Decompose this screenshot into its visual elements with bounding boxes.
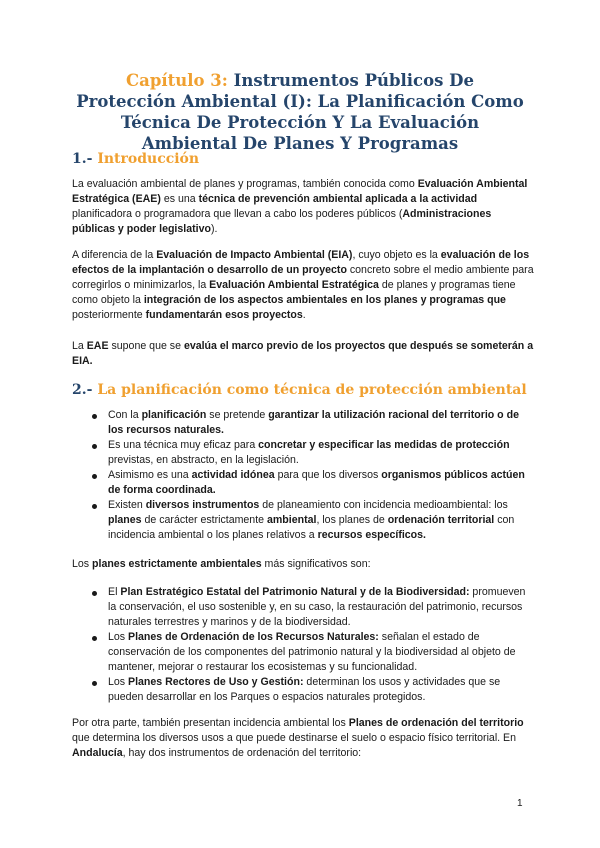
text-run: con incidencia ambiental o los planes relativos a — [108, 514, 515, 541]
bold-text-run: Planes Rectores de Uso y Gestión: — [128, 676, 304, 688]
section-2-number: 2.- — [72, 382, 93, 398]
list-item — [108, 408, 532, 438]
text-run: La — [72, 340, 87, 352]
text-run: se pretende — [206, 409, 269, 421]
bold-text-run: organismos públicos actúen de forma coordinada. — [108, 469, 525, 496]
text-run: promueven la conservación, el uso sostenible y, en su caso, la restauración del patrimonio, recursos naturales terrestres y marinos y de la biodiversidad. — [108, 586, 526, 628]
bold-text-run: Andalucía — [72, 747, 123, 759]
section-1-heading — [72, 150, 199, 168]
bold-text-run: técnica de prevención ambiental aplicada a la actividad — [198, 193, 478, 205]
bullet-dot-icon — [92, 636, 97, 641]
text-run: es una — [160, 193, 199, 205]
bold-text-run: Evaluación Ambiental Estratégica (EAE) — [72, 178, 528, 205]
text-run: supone que se — [108, 340, 184, 352]
text-run: , los planes de — [316, 514, 388, 526]
text-run: , cuyo objeto es la — [352, 249, 441, 261]
bold-text-run: Evaluación de Impacto Ambiental (EIA) — [156, 249, 353, 261]
chapter-title-text: Instrumentos Públicos De Protección Ambiental (I): La Planificación Como Técnica De Protección Y La Evaluación Ambiental De Planes Y Programas — [76, 71, 524, 153]
bold-text-run: actividad idónea — [191, 469, 275, 481]
text-run: para que los diversos — [274, 469, 382, 481]
bold-text-run: ordenación territorial — [387, 514, 495, 526]
text-run: Existen — [108, 499, 146, 511]
text-run: A diferencia de la — [72, 249, 157, 261]
chapter-label: Capítulo 3: — [126, 71, 228, 90]
text-run: . — [302, 309, 306, 321]
text-run: que determina los diversos usos a que puede destinarse el suelo o espacio físico territorial. En — [72, 732, 517, 744]
list-item — [108, 498, 532, 543]
bullet-dot-icon — [92, 474, 97, 479]
text-run: de planeamiento con incidencia medioambiental: los — [259, 499, 508, 511]
list-item — [108, 438, 532, 468]
text-run: Los — [72, 558, 93, 570]
bold-text-run: evaluación de los efectos de la implantación o desarrollo de un proyecto — [72, 249, 530, 276]
text-run: ). — [210, 223, 218, 235]
text-run: planificadora o programadora que llevan a cabo los poderes públicos ( — [72, 208, 403, 220]
territorial-planning-paragraph — [72, 716, 534, 761]
bold-text-run: planes — [108, 514, 142, 526]
section-2-heading — [72, 381, 527, 399]
bullet-dot-icon — [92, 681, 97, 686]
section-2-title: La planificación como técnica de protección ambiental — [97, 382, 527, 398]
bullet-dot-icon — [92, 504, 97, 509]
bold-text-run: fundamentarán esos proyectos — [145, 309, 303, 321]
bold-text-run: concretar y especificar las medidas de protección — [258, 439, 510, 451]
text-run: señalan el estado de conservación de los componentes del patrimonio natural y la biodiversidad al objeto de mantener, mejorar o restaurar los ecosistemas y su funcionalidad. — [108, 631, 516, 673]
list-item — [108, 468, 532, 498]
text-run: , hay dos instrumentos de ordenación del territorio: — [122, 747, 362, 759]
list-item — [108, 675, 532, 705]
bold-text-run: Administraciones públicas y poder legislativo — [72, 208, 492, 235]
text-run: concreto sobre el medio ambiente para corregirlos o minimizarlos, la — [72, 264, 534, 291]
chapter-title — [74, 70, 526, 154]
text-run: de planes y programas tiene como objeto la — [72, 279, 516, 306]
text-run: posteriormente — [72, 309, 146, 321]
bold-text-run: diversos instrumentos — [145, 499, 260, 511]
bold-text-run: garantizar la utilización racional del territorio o de los recursos naturales. — [108, 409, 519, 436]
bold-text-run: recursos específicos. — [317, 529, 426, 541]
section-1-number: 1.- — [72, 151, 93, 167]
bullet-dot-icon — [92, 444, 97, 449]
text-run: Con la — [108, 409, 142, 421]
text-run: de carácter estrictamente — [141, 514, 267, 526]
bold-text-run: planificación — [141, 409, 207, 421]
bullet-dot-icon — [92, 414, 97, 419]
bold-text-run: evalúa el marco previo de los proyectos que después se someterán a EIA. — [72, 340, 534, 367]
intro-paragraph-3 — [72, 339, 534, 369]
text-run: Los — [108, 631, 129, 643]
text-run: Por otra parte, también presentan incidencia ambiental los — [72, 717, 349, 729]
bold-text-run: Planes de ordenación del territorio — [348, 717, 524, 729]
bold-text-run: Plan Estratégico Estatal del Patrimonio Natural y de la Biodiversidad: — [120, 586, 470, 598]
text-run: Los — [108, 676, 129, 688]
bold-text-run: ambiental — [266, 514, 317, 526]
page-number: 1 — [517, 798, 523, 809]
intro-paragraph-2 — [72, 248, 534, 323]
bullet-dot-icon — [92, 591, 97, 596]
list-item — [108, 630, 532, 675]
text-run: previstas, en abstracto, en la legislación. — [108, 454, 299, 466]
bold-text-run: planes estrictamente ambientales — [92, 558, 262, 570]
text-run: Es una técnica muy eficaz para — [108, 439, 259, 451]
environmental-plans-intro — [72, 557, 534, 572]
bold-text-run: Planes de Ordenación de los Recursos Naturales: — [128, 631, 379, 643]
bold-text-run: Evaluación Ambiental Estratégica — [209, 279, 379, 291]
bold-text-run: integración de los aspectos ambientales en los planes y programas que — [143, 294, 506, 306]
section-1-title: Introducción — [97, 151, 200, 167]
text-run: más significativos son: — [261, 558, 371, 570]
bold-text-run: EAE — [86, 340, 109, 352]
text-run: La evaluación ambiental de planes y programas, también conocida como — [72, 178, 418, 190]
text-run: Asimismo es una — [108, 469, 192, 481]
list-item — [108, 585, 532, 630]
text-run: El — [108, 586, 121, 598]
intro-paragraph-1 — [72, 177, 534, 237]
text-run: determinan los usos y actividades que se pueden desarrollar en los Parques o espacios naturales protegidos. — [108, 676, 501, 703]
